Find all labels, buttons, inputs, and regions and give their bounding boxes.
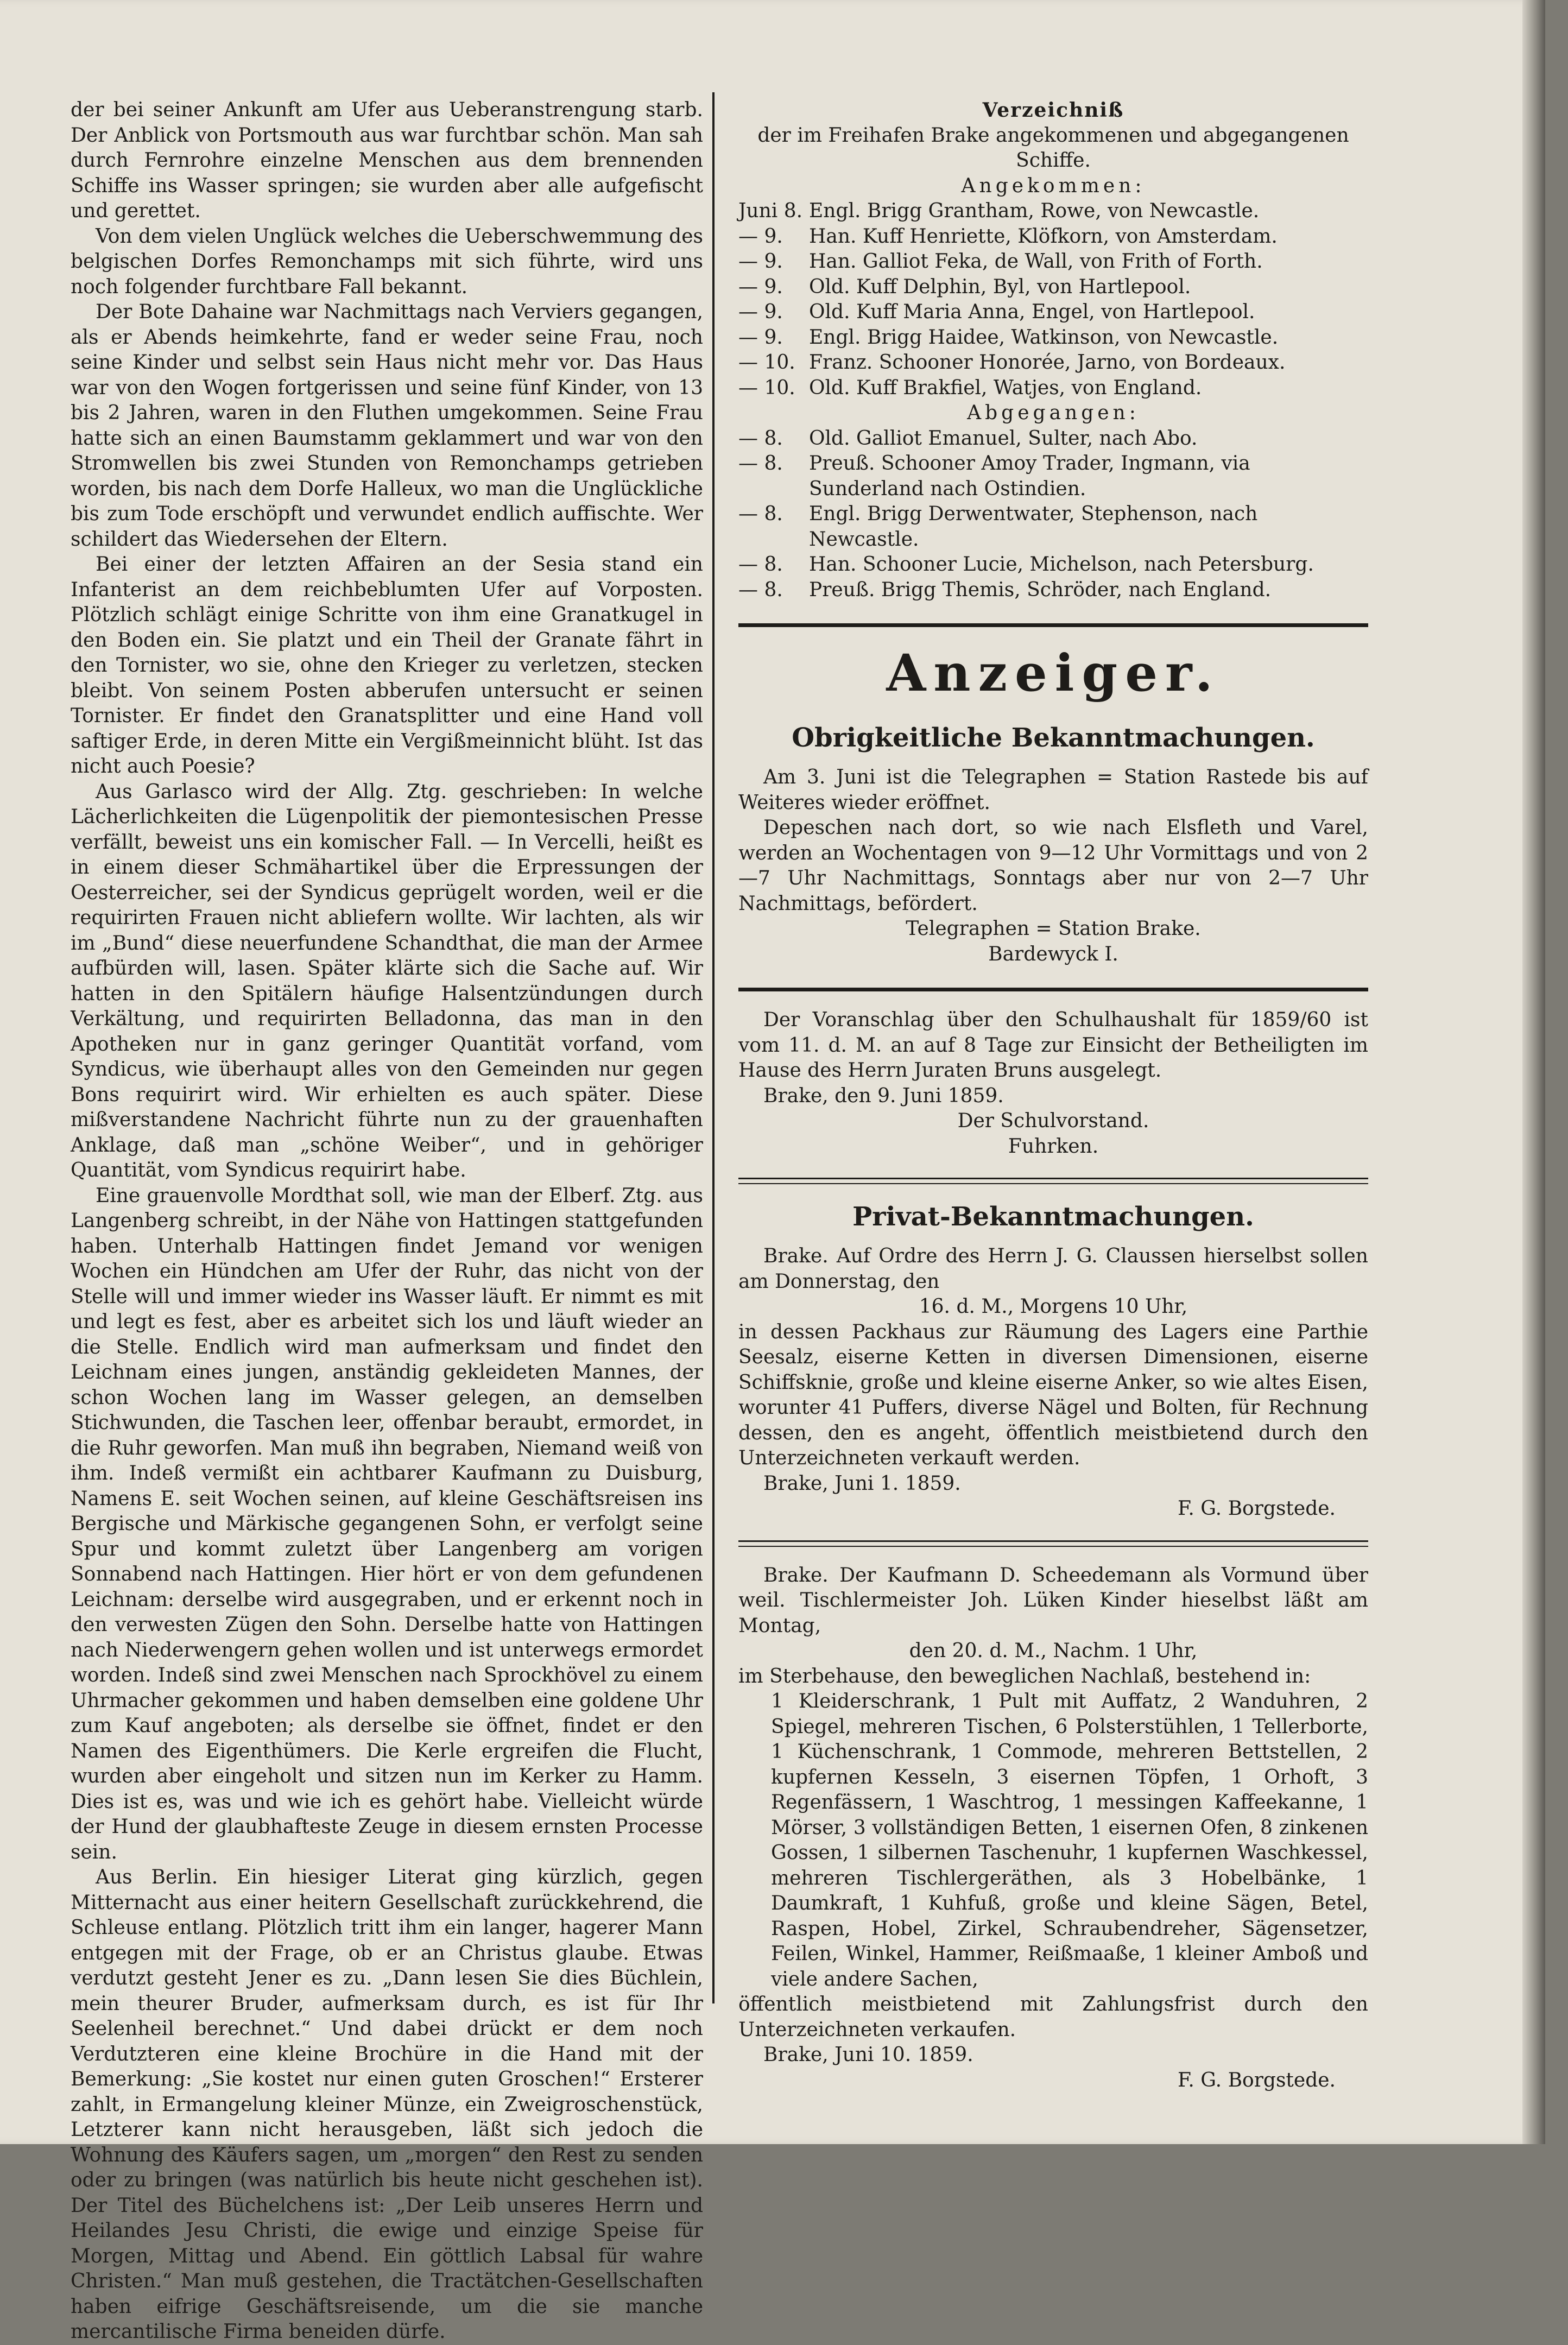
arrived-label: Angekommen: — [961, 174, 1146, 197]
auction-1-signature: F. G. Borgstede. — [1177, 1497, 1336, 1520]
ship-row: — 9. Old. Kuff Delphin, Byl, von Hartlepool. — [738, 275, 1191, 298]
ship-row: — 10. Old. Kuff Brakfiel, Watjes, von England. — [738, 376, 1202, 399]
departed-label: Abgegangen: — [967, 402, 1140, 424]
ship-row: — 9. Engl. Brigg Haidee, Watkinson, von Newcastle. — [738, 326, 1279, 349]
article-portsmouth: der bei seiner Ankunft am Ufer aus Ueberanstrengung starb. Der Anblick von Portsmouth aus war furchtbar schön. Man sah durch Fernrohre einzelne Menschen aus dem brennenden Schiffe ins Wasser springen; sie wurden aber alle aufgefischt und gerettet. — [71, 99, 703, 222]
article-sesia: Bei einer der letzten Affairen an der Sesia stand ein Infanterist an dem reichbeblumten Ufer auf Vorposten. Plötzlich schlägt einige Schritte von ihm eine Granatkugel in den Boden ein. Sie platzt und ein Theil der Granate fährt in den Tornister, wo sie, ohne den Krieger zu verletzen, stecken bleibt. Von seinem Posten abberufen untersucht er seinen Tornister. Er findet den Granatsplitter und eine Hand voll saftiger Erde, in deren Mitte ein Vergißmeinnicht blüht. Ist das nicht auch Poesie? — [71, 553, 703, 778]
ship-row: — 8. Preuß. Brigg Themis, Schröder, nach England. — [738, 578, 1272, 601]
departed-list — [738, 426, 1368, 603]
ship-row: — 8. Old. Galliot Emanuel, Sulter, nach Abo. — [738, 427, 1198, 450]
article-remonchamps: Der Bote Dahaine war Nachmittags nach Verviers gegangen, als er Abends heimkehrte, fand er weder seine Frau, noch seine Kinder und selbst sein Haus nicht mehr vor. Das Haus war von den Wogen fortgerissen und seine fünf Kinder, von 13 bis 2 Jahren, waren in den Fluthen umgekommen. Seine Frau hatte sich an einen Baumstamm geklammert und war von den Stromwellen bis zwei Stunden von Remonchamps getrieben worden, bis nach dem Dorfe Halleux, wo man die Unglückliche bis zum Tode erschöpft und verwundet endlich auffischte. Wer schildert das Wiedersehen der Eltern. — [71, 301, 703, 551]
left-column — [71, 98, 703, 2345]
book-edge — [1522, 0, 1545, 2144]
auction-2-time: den 20. d. M., Nachm. 1 Uhr, — [909, 1640, 1198, 1662]
column-divider — [712, 92, 715, 2003]
auction-2-signature: F. G. Borgstede. — [1177, 2069, 1336, 2091]
anzeiger-heading: Anzeiger. — [886, 643, 1221, 703]
auction-2-lead: im Sterbehause, den beweglichen Nachlaß, bestehend in: — [738, 1665, 1311, 1687]
school-notice-signature: Der Schulvorstand. — [957, 1110, 1149, 1132]
section-rule — [738, 623, 1368, 627]
article-berlin: Aus Berlin. Ein hiesiger Literat ging kürzlich, gegen Mitternacht aus einer heitern Gesellschaft zurückkehrend, die Schleuse entlang. Plötzlich tritt ihm ein langer, hagerer Mann entgegen mit der Frage, ob er an Christus glaube. Etwas verdutzt gesteht Jener es zu. „Dann lesen Sie dies Büchlein, mein theurer Bruder, aufmerksam durch, es ist für Ihr Seelenheil berechnet.“ Und dabei drückt er dem noch Verdutzteren eine kleine Brochüre in die Hand mit der Bemerkung: „Sie kostet nur einen guten Groschen!“ Ersterer zahlt, in Ermangelung kleiner Münze, ein Zweigroschenstück, Letzterer kann nicht herausgeben, läßt sich jedoch die Wohnung des Käufers sagen, um „morgen“ den Rest zu senden oder zu bringen (was natürlich bis heute nicht geschehen ist). Der Titel des Büchelchens ist: „Der Leib unseres Herrn und Heilandes Jesu Christi, die ewige und einzige Speise für Morgen, Mittag und Abend. Ein göttlich Labsal für wahre Christen.“ Man muß gestehen, die Tractätchen-Gesellschaften haben eifrige Geschäftsreisende, um die sie manche mercantilische Firma beneiden dürfe. — [71, 1866, 703, 2343]
auction-2-tail: öffentlich meistbietend mit Zahlungsfrist durch den Unterzeichneten verkaufen. — [738, 1993, 1368, 2041]
auction-2-date: Brake, Juni 10. 1859. — [763, 2044, 973, 2066]
official-notice-text: Depeschen nach dort, so wie nach Elsfleth und Varel, werden an Wochentagen von 9—12 Uhr Vormittags und von 2—7 Uhr Nachmittags, Sonntags aber nur von 2—7 Uhr Nachmittags, befördert. — [738, 817, 1368, 915]
ship-row: — 8. Engl. Brigg Derwentwater, Stephenson, nach Newcastle. — [738, 503, 1258, 551]
article-remonchamps-intro: Von dem vielen Unglück welches die Ueberschwemmung des belgischen Dorfes Remonchamps mit sich führte, wird uns noch folgender furchtbare Fall bekannt. — [71, 225, 703, 298]
auction-2-intro: Brake. Der Kaufmann D. Scheedemann als Vormund über weil. Tischlermeister Joh. Lüken Kinder hieselbst läßt am Montag, — [738, 1564, 1368, 1637]
article-mordthat: Eine grauenvolle Mordthat soll, wie man der Elberf. Ztg. aus Langenberg schreibt, in der Nähe von Hattingen stattgefunden haben. Unterhalb Hattingen findet Jemand vor wenigen Wochen ein Hündchen am Ufer der Ruhr, das nicht von der Stelle will und immer wieder ins Wasser läuft. Er nimmt es mit und legt es fest, aber es arbeitet sich los und läuft wieder an die Stelle. Endlich wird man aufmerksam und findet den Leichnam eines jungen, anständig gekleideten Mannes, der schon Wochen lang im Wasser gelegen, an demselben Stichwunden, die Taschen leer, offenbar beraubt, ermordet, in die Ruhr geworfen. Man muß ihn begraben, Niemand weiß von ihm. Indeß vermißt ein achtbarer Kaufmann zu Duisburg, Namens E. seit Wochen seinen, auf kleine Geschäftsreisen ins Bergische und Märkische gegangenen Sohn, er verfolgt seine Spur und kommt zuletzt über Langenberg am vorigen Sonnabend nach Hattingen. Hier hört er von dem gefundenen Leichnam: derselbe wird ausgegraben, und er erkennt noch in den verwesten Zügen den Sohn. Derselbe hatte von Hattingen nach Niederwengern gehen wollen und ist unterwegs ermordet worden. Indeß sind zwei Menschen nach Sprockhövel zu einem Uhrmacher gekommen und haben demselben eine goldene Uhr zum Kauf angeboten; als derselbe sie öffnet, findet er den Namen des Eigenthümers. Die Kerle ergreifen die Flucht, wurden aber eingeholt und sitzen nun im Kerker zu Hamm. Dies ist es, was und wie ich es gehört habe. Vielleicht würde der Hund der glaubhafteste Zeuge in diesem ernsten Processe sein. — [71, 1184, 703, 1863]
auction-1-time: 16. d. M., Morgens 10 Uhr, — [919, 1295, 1188, 1318]
ship-row: — 9. Han. Kuff Henriette, Klöfkorn, von Amsterdam. — [738, 225, 1278, 248]
ship-row: — 9. Old. Kuff Maria Anna, Engel, von Hartlepool. — [738, 301, 1255, 323]
ship-row: — 8. Preuß. Schooner Amoy Trader, Ingmann, via Sunderland nach Ostindien. — [738, 452, 1250, 500]
ship-row: — 9. Han. Galliot Feka, de Wall, von Frith of Forth. — [738, 250, 1263, 273]
ship-row: — 8. Han. Schooner Lucie, Michelson, nach Petersburg. — [738, 553, 1314, 576]
school-notice-date: Brake, den 9. Juni 1859. — [763, 1084, 1004, 1107]
ship-row: — 10. Franz. Schooner Honorée, Jarno, von Bordeaux. — [738, 351, 1286, 374]
right-column — [738, 98, 1368, 2093]
arrived-list — [738, 199, 1368, 401]
official-signature: Bardewyck I. — [988, 943, 1118, 965]
auction-1-text: in dessen Packhaus zur Räumung des Lagers eine Parthie Seesalz, eiserne Ketten in diversen Dimensionen, eiserne Schiffsknie, große und kleine eiserne Anker, so wie altes Eisen, worunter 41 Puffers, diverse Nägel und Bolten, für Rechnung dessen, den es angeht, öffentlich meistbietend durch den Unterzeichneten verkauft werden. — [738, 1320, 1368, 1469]
school-notice-text: Der Voranschlag über den Schulhaushalt für 1859/60 ist vom 11. d. M. an auf 8 Tage zur Einsicht der Betheiligten im Hause des Herrn Juraten Bruns ausgelegt. — [738, 1009, 1368, 1082]
ships-title: Verzeichniß — [982, 99, 1124, 122]
private-notices-title: Privat-Bekanntmachungen. — [852, 1202, 1254, 1232]
official-notices-title: Obrigkeitliche Bekanntmachungen. — [792, 723, 1315, 753]
auction-1-intro: Brake. Auf Ordre des Herrn J. G. Claussen hierselbst sollen am Donnerstag, den — [738, 1245, 1368, 1293]
ships-subtitle: der im Freihafen Brake angekommenen und abgegangenen Schiffe. — [757, 124, 1349, 172]
ship-row: Juni 8. Engl. Brigg Grantham, Rowe, von Newcastle. — [738, 200, 1260, 222]
auction-1-date: Brake, Juni 1. 1859. — [763, 1472, 961, 1495]
auction-2-items: 1 Kleiderschrank, 1 Pult mit Auffatz, 2 Wanduhren, 2 Spiegel, mehreren Tischen, 6 Polsterstühlen, 1 Tellerborte, 1 Küchenschrank, 1 Commode, mehreren Bettstellen, 2 kupfernen Kesseln, 3 eisernen Töpfen, 1 Orhoft, 3 Regenfässern, 1 Waschtrog, 1 messingen Kaffeekanne, 1 Mörser, 3 vollständigen Betten, 1 eisernen Ofen, 8 zinkenen Gossen, 1 silbernen Taschenuhr, 1 kupfernen Waschkessel, mehreren Tischlergeräthen, als 3 Hobelbänke, 1 Daumkraft, 1 Kuhfuß, große und kleine Sägen, Betel, Raspen, Hobel, Zirkel, Schraubendreher, Sägensetzer, Feilen, Winkel, Hammer, Reißmaaße, 1 kleiner Amboß und viele andere Sachen, — [771, 1690, 1368, 1990]
official-signature: Telegraphen = Station Brake. — [906, 918, 1201, 940]
article-garlasco: Aus Garlasco wird der Allg. Ztg. geschrieben: In welche Lächerlichkeiten die Lügenpolitik der piemontesischen Presse verfällt, beweist uns ein komischer Fall. — In Vercelli, heißt es in einem dieser Schmähartikel über die Erpressungen der Oesterreicher, sei der Syndicus geprügelt worden, weil er die requirirten Frauen nicht abliefern wollte. Wir lachten, als wir im „Bund“ diese neuerfundene Schandthat, die man der Armee aufbürden will, lasen. Später klärte sich die Sache auf. Wir hatten in den Spitälern häufige Halsentzündungen durch Verkältung, und requirirten Belladonna, das man in den Apotheken nur in ganz geringer Quantität vorfand, vom Syndicus, wie überhaupt alles von den Gemeinden nur gegen Bons requirirt wird. Wir erhielten es auch später. Diese mißverstandene Nachricht führte nun zu der grauenhaften Anklage, daß man „schöne Weiber“, und in gehöriger Quantität, vom Syndicus requirirt habe. — [71, 780, 703, 1181]
notice-rule — [738, 988, 1368, 991]
school-notice-signature: Fuhrken. — [1008, 1135, 1099, 1158]
official-notice-text: Am 3. Juni ist die Telegraphen = Station Rastede bis auf Weiteres wieder eröffnet. — [738, 766, 1368, 814]
notice-rule — [738, 1178, 1368, 1184]
notice-rule — [738, 1540, 1368, 1547]
